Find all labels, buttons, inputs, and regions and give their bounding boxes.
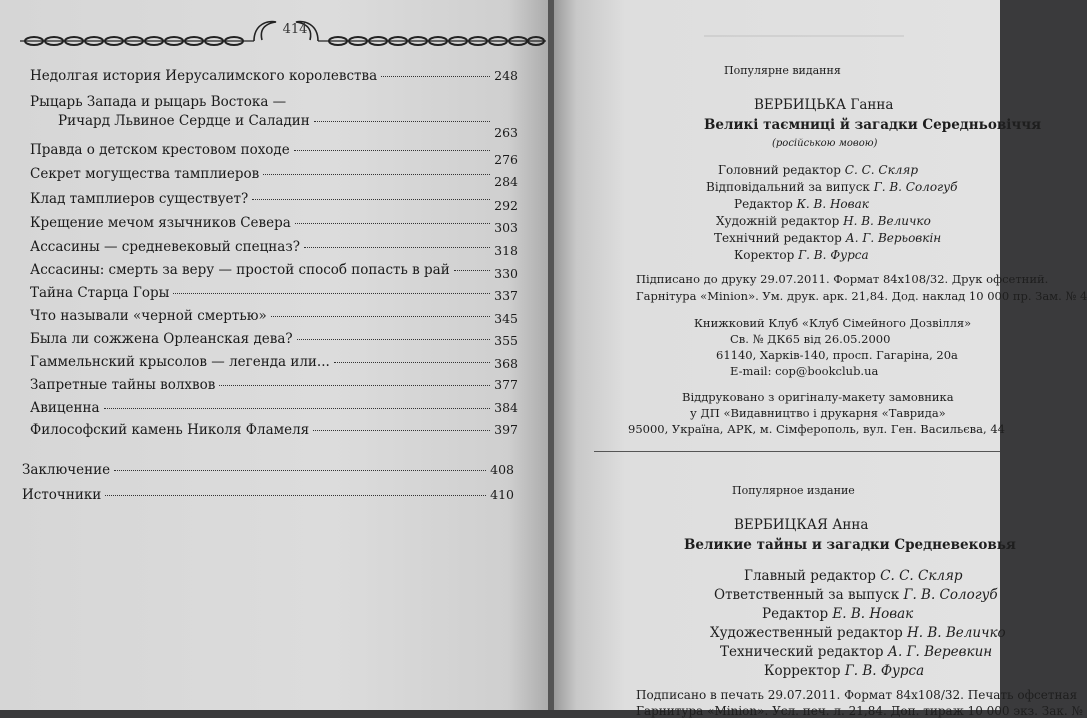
dot-leader xyxy=(295,223,490,224)
toc-title: Что называли «черной смертью» xyxy=(30,308,267,324)
author-first-name: Ганна xyxy=(850,97,894,113)
dot-leader xyxy=(314,121,490,122)
dot-leader xyxy=(104,408,491,409)
credit-line xyxy=(720,644,992,660)
toc-title: Секрет могущества тамплиеров xyxy=(30,166,260,182)
author-first-name: Анна xyxy=(832,517,869,533)
credit-name: Г. В. Фурса xyxy=(798,248,869,262)
credit-line xyxy=(710,625,1006,641)
dot-leader xyxy=(304,247,490,248)
printer-info: Віддруковано з оригіналу-макету замовника xyxy=(682,390,954,404)
print-info: Підписано до друку 29.07.2011. Формат 84х108/32. Друк офсетний. xyxy=(636,272,1049,286)
print-info: Гарнитура «Minion». Усл. печ. л. 21,84. Доп. тираж 10 000 экз. Зак. № xyxy=(636,704,1083,718)
dot-leader xyxy=(219,385,490,386)
credit-role: Главный редактор xyxy=(744,568,876,584)
credit-role: Коректор xyxy=(734,248,795,262)
toc-title: Авиценна xyxy=(30,400,100,416)
toc-title-continued: Ричард Львиное Сердце и Саладин xyxy=(58,113,310,129)
printer-info: 95000, Україна, АРК, м. Сімферополь, вул. Ген. Васильєва, 44 xyxy=(628,422,1005,436)
dot-leader xyxy=(454,270,490,271)
language-note: (російською мовою) xyxy=(772,138,878,149)
dot-leader xyxy=(252,199,490,200)
credit-role: Технический редактор xyxy=(720,644,884,660)
print-info: Подписано в печать 29.07.2011. Формат 84х108/32. Печать офсетная xyxy=(636,688,1078,702)
toc-entry xyxy=(30,331,518,347)
credit-role: Корректор xyxy=(764,663,841,679)
toc-title: Гаммельнский крысолов — легенда или... xyxy=(30,354,330,370)
author-name xyxy=(754,97,893,113)
dot-leader xyxy=(381,76,490,77)
author-name xyxy=(734,517,868,533)
publisher-email: E-mail: cop@bookclub.ua xyxy=(730,364,879,378)
toc-page: 318 xyxy=(494,243,518,258)
publisher-info: Св. № ДК65 від 26.05.2000 xyxy=(730,332,891,346)
toc-page: 408 xyxy=(490,462,514,477)
author-last-name: ВЕРБИЦЬКА xyxy=(754,97,847,113)
toc-title: Заключение xyxy=(22,462,111,478)
credit-role: Технічний редактор xyxy=(714,231,842,245)
section-divider xyxy=(594,451,1000,452)
toc-page: 284 xyxy=(494,174,518,189)
toc-title: Была ли сожжена Орлеанская дева? xyxy=(30,331,293,347)
credit-line xyxy=(744,568,963,584)
page-number: 414 xyxy=(282,22,308,37)
toc-page: 337 xyxy=(494,288,518,303)
dot-leader xyxy=(297,339,490,340)
credit-name: А. Г. Верьовкін xyxy=(845,231,942,245)
credit-role: Художній редактор xyxy=(716,214,840,228)
dot-leader xyxy=(263,174,490,175)
toc-entry xyxy=(30,239,518,258)
toc-title: Источники xyxy=(22,487,102,503)
credit-line xyxy=(734,248,869,262)
credit-line xyxy=(762,606,913,622)
toc-entry xyxy=(30,142,518,167)
dot-leader xyxy=(105,495,486,496)
toc-page: 377 xyxy=(494,377,518,392)
show-through-ornament-icon xyxy=(704,24,904,48)
credit-name: Е. В. Новак xyxy=(832,606,914,622)
credit-role: Відповідальний за випуск xyxy=(706,180,870,194)
print-info: Гарнітура «Minion». Ум. друк. арк. 21,84. Дод. наклад 10 000 пр. Зам. № 4 xyxy=(636,289,1087,303)
toc-page: 263 xyxy=(494,125,518,140)
dot-leader xyxy=(294,150,490,151)
credit-role: Головний редактор xyxy=(718,163,841,177)
toc-title: Недолгая история Иерусалимского королевства xyxy=(30,68,378,84)
dot-leader xyxy=(173,293,490,294)
credit-line xyxy=(764,663,924,679)
printer-info: у ДП «Видавництво і друкарня «Таврида» xyxy=(690,406,946,420)
publisher-info: 61140, Харків-140, просп. Гагаріна, 20а xyxy=(716,348,958,362)
credit-role: Редактор xyxy=(734,197,793,211)
toc-entry xyxy=(30,215,518,235)
toc-page: 330 xyxy=(494,266,518,281)
credit-line xyxy=(714,231,941,245)
credit-name: Н. В. Величко xyxy=(843,214,931,228)
page-header-ornament xyxy=(18,18,548,48)
toc-entry xyxy=(30,308,518,324)
toc-page: 355 xyxy=(494,333,518,348)
toc-title: Крещение мечом язычников Севера xyxy=(30,215,291,231)
toc-entry xyxy=(30,377,518,393)
dot-leader xyxy=(313,430,490,431)
toc-title: Философский камень Николя Фламеля xyxy=(30,422,310,438)
toc-entry xyxy=(30,285,518,301)
credit-name: Н. В. Величко xyxy=(907,625,1006,641)
toc-entry xyxy=(22,462,514,478)
toc-page: 368 xyxy=(494,356,518,371)
toc-title: Ассасины: смерть за веру — простой способ попасть в рай xyxy=(30,262,450,278)
toc-page: 303 xyxy=(494,220,518,235)
toc-entry xyxy=(30,191,518,213)
credit-name: Г. В. Сологуб xyxy=(903,587,998,603)
edition-label: Популярное издание xyxy=(732,484,855,497)
toc-entry xyxy=(30,354,518,370)
credit-line xyxy=(706,180,957,194)
dot-leader xyxy=(271,316,490,317)
credit-name: С. С. Скляр xyxy=(844,163,919,177)
edition-label: Популярне видання xyxy=(724,64,841,77)
credit-name: А. Г. Веревкин xyxy=(887,644,993,660)
toc-entry xyxy=(30,94,518,140)
credit-role: Ответственный за выпуск xyxy=(714,587,900,603)
dot-leader xyxy=(334,362,490,363)
credit-name: С. С. Скляр xyxy=(880,568,963,584)
credit-role: Редактор xyxy=(762,606,829,622)
credit-line xyxy=(734,197,869,211)
toc-page: 292 xyxy=(494,198,518,213)
toc-entry xyxy=(30,166,518,189)
credit-role: Художественный редактор xyxy=(710,625,903,641)
toc-title: Клад тамплиеров существует? xyxy=(30,191,249,207)
toc-title: Запретные тайны волхвов xyxy=(30,377,216,393)
publisher-info: Книжковий Клуб «Клуб Сімейного Дозвілля» xyxy=(694,316,972,330)
credit-line xyxy=(718,163,918,177)
dot-leader xyxy=(114,470,486,471)
toc-entry xyxy=(22,487,514,503)
credit-name: Г. В. Фурса xyxy=(844,663,925,679)
toc-entry xyxy=(30,422,518,438)
toc-title: Правда о детском крестовом походе xyxy=(30,142,290,158)
toc-title: Ассасины — средневековый спецназ? xyxy=(30,239,300,255)
right-page xyxy=(554,0,1087,718)
toc-title: Рыцарь Запада и рыцарь Востока — xyxy=(30,94,287,110)
toc-page: 410 xyxy=(490,487,514,502)
toc-entry xyxy=(30,68,518,84)
toc-page: 345 xyxy=(494,311,518,326)
book-title: Великі таємниці й загадки Середньовіччя xyxy=(704,117,1042,133)
toc-page: 384 xyxy=(494,400,518,415)
credit-name: К. В. Новак xyxy=(796,197,869,211)
toc-page: 397 xyxy=(494,422,518,437)
credit-name: Г. В. Сологуб xyxy=(873,180,958,194)
toc-entry xyxy=(30,262,518,281)
toc-title: Тайна Старца Горы xyxy=(30,285,170,301)
toc-entry xyxy=(30,400,518,416)
credit-line xyxy=(714,587,998,603)
toc-page: 248 xyxy=(494,68,518,83)
toc-page: 276 xyxy=(494,152,518,167)
credit-line xyxy=(716,214,931,228)
author-last-name: ВЕРБИЦКАЯ xyxy=(734,517,828,533)
book-title: Великие тайны и загадки Средневековья xyxy=(684,537,1016,553)
